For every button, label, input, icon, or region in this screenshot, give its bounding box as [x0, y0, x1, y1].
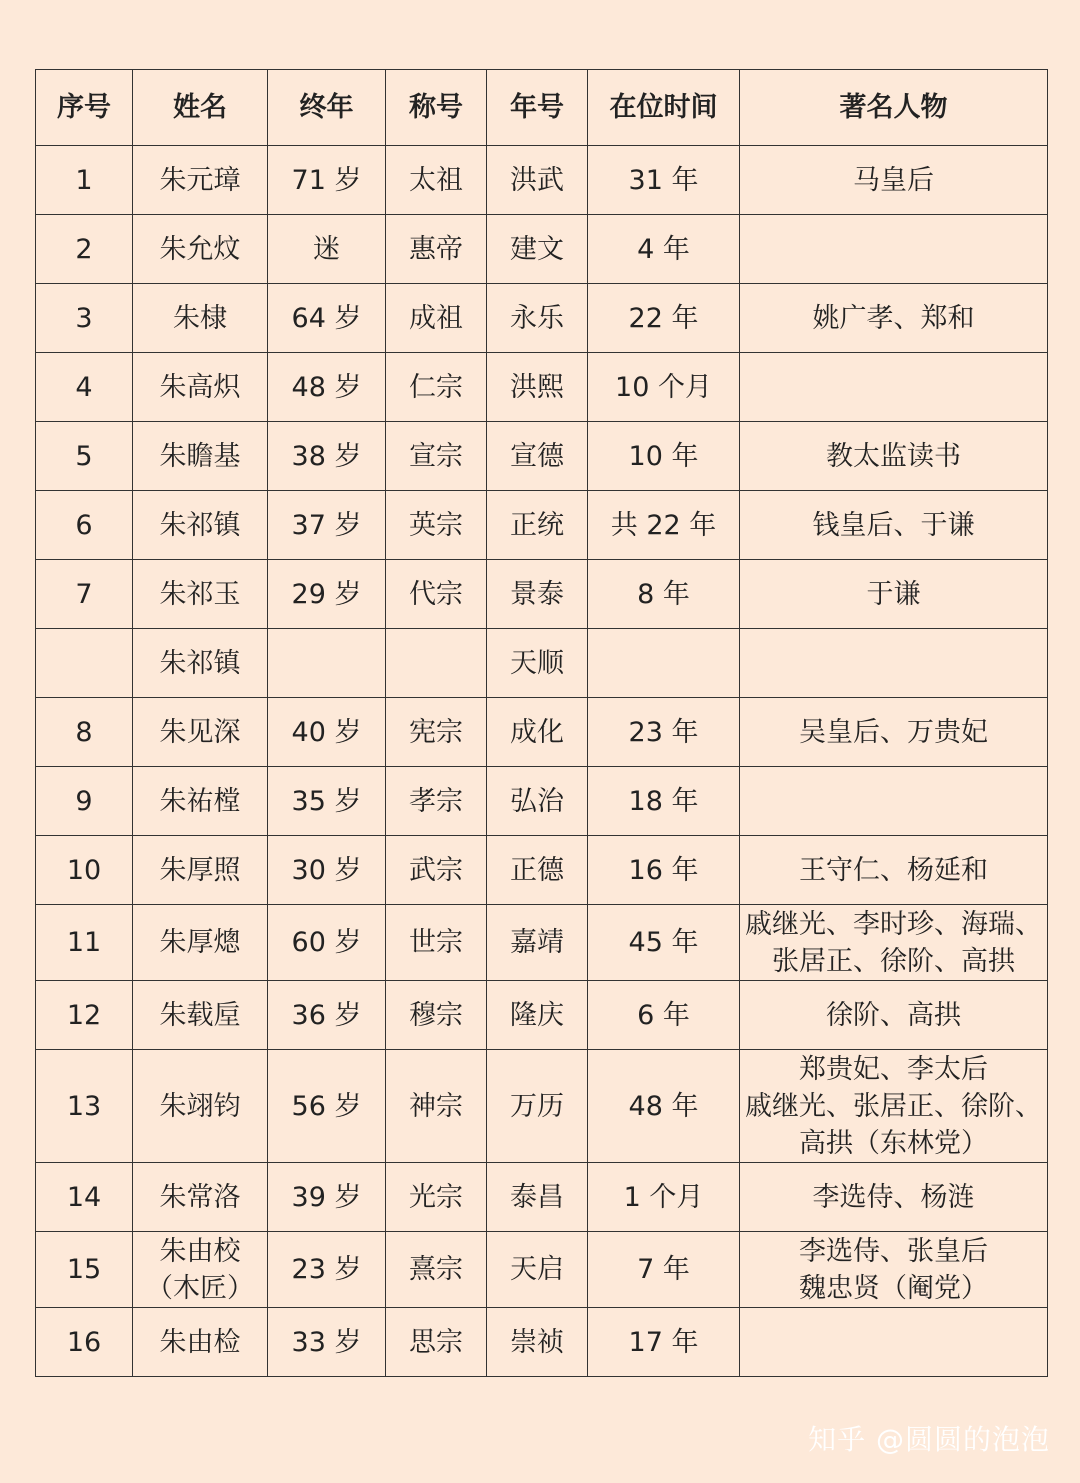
people-cell [740, 767, 1048, 836]
era-cell: 宣德 [487, 422, 588, 491]
title-cell [386, 629, 487, 698]
name-cell [133, 1163, 268, 1232]
watermark: 知乎 @圆圆的泡泡 [808, 1423, 1050, 1456]
title-cell: 熹宗 [386, 1232, 487, 1308]
people-cell [740, 215, 1048, 284]
people-cell [740, 353, 1048, 422]
people-cell [740, 1308, 1048, 1377]
people-cell [740, 284, 1048, 353]
table-row [36, 698, 1048, 767]
people-cell [740, 560, 1048, 629]
people-cell-line: 教太监读书 [826, 440, 961, 472]
people-cell [740, 836, 1048, 905]
title-cell: 惠帝 [386, 215, 487, 284]
table-row [36, 629, 1048, 698]
era-cell: 洪熙 [487, 353, 588, 422]
index-cell: 16 [36, 1308, 133, 1377]
header-age: 终年 [268, 70, 386, 146]
name-cell-line: 朱瞻基 [159, 440, 241, 472]
name-cell [133, 146, 268, 215]
age-cell: 30 岁 [268, 836, 386, 905]
reign-cell: 18 年 [588, 767, 740, 836]
table-row [36, 491, 1048, 560]
age-cell: 23 岁 [268, 1232, 386, 1308]
table-body [36, 146, 1048, 1377]
index-cell: 8 [36, 698, 133, 767]
people-cell-line: 张居正、徐阶、高拱 [772, 945, 1015, 977]
era-cell: 嘉靖 [487, 905, 588, 981]
name-cell [133, 353, 268, 422]
table-row [36, 905, 1048, 981]
reign-cell: 6 年 [588, 981, 740, 1050]
header-name: 姓名 [133, 70, 268, 146]
people-cell-line: 姚广孝、郑和 [812, 302, 975, 334]
name-cell [133, 284, 268, 353]
table-row [36, 1050, 1048, 1163]
era-cell: 泰昌 [487, 1163, 588, 1232]
people-cell-line: 于谦 [866, 578, 921, 610]
index-cell: 3 [36, 284, 133, 353]
index-cell: 10 [36, 836, 133, 905]
title-cell: 光宗 [386, 1163, 487, 1232]
people-cell-line: 李选侍、杨涟 [812, 1181, 975, 1213]
index-cell: 9 [36, 767, 133, 836]
name-cell-line: 朱祁镇 [159, 647, 241, 679]
people-cell-line: 戚继光、张居正、徐阶、 [745, 1090, 1042, 1122]
index-cell: 4 [36, 353, 133, 422]
age-cell: 35 岁 [268, 767, 386, 836]
reign-cell: 48 年 [588, 1050, 740, 1163]
header-era: 年号 [487, 70, 588, 146]
index-cell: 12 [36, 981, 133, 1050]
table-row [36, 1232, 1048, 1308]
era-cell: 洪武 [487, 146, 588, 215]
name-cell-line: 朱棣 [173, 302, 227, 334]
name-cell-line: 朱翊钧 [159, 1090, 241, 1122]
index-cell: 5 [36, 422, 133, 491]
people-cell [740, 146, 1048, 215]
age-cell: 39 岁 [268, 1163, 386, 1232]
people-cell-line: 戚继光、李时珍、海瑞、 [745, 908, 1042, 940]
people-cell-line: 李选侍、张皇后 [799, 1235, 988, 1267]
era-cell: 弘治 [487, 767, 588, 836]
title-cell: 太祖 [386, 146, 487, 215]
age-cell: 71 岁 [268, 146, 386, 215]
era-cell: 建文 [487, 215, 588, 284]
reign-cell: 10 个月 [588, 353, 740, 422]
title-cell: 宪宗 [386, 698, 487, 767]
title-cell: 思宗 [386, 1308, 487, 1377]
title-cell: 成祖 [386, 284, 487, 353]
people-cell [740, 698, 1048, 767]
people-cell [740, 1163, 1048, 1232]
name-cell-line: 朱祁玉 [159, 578, 241, 610]
age-cell: 29 岁 [268, 560, 386, 629]
header-people: 著名人物 [740, 70, 1048, 146]
people-cell [740, 422, 1048, 491]
name-cell [133, 422, 268, 491]
people-cell [740, 1050, 1048, 1163]
people-cell [740, 491, 1048, 560]
table-row [36, 836, 1048, 905]
name-cell-line: 朱元璋 [159, 164, 241, 196]
title-cell: 英宗 [386, 491, 487, 560]
era-cell: 天顺 [487, 629, 588, 698]
people-cell-line: 魏忠贤（阉党） [799, 1272, 988, 1304]
index-cell: 1 [36, 146, 133, 215]
reign-cell: 45 年 [588, 905, 740, 981]
reign-cell: 22 年 [588, 284, 740, 353]
title-cell: 宣宗 [386, 422, 487, 491]
name-cell [133, 905, 268, 981]
reign-cell: 4 年 [588, 215, 740, 284]
title-cell: 世宗 [386, 905, 487, 981]
table-row [36, 215, 1048, 284]
people-cell-line: 徐阶、高拱 [826, 999, 961, 1031]
name-cell [133, 1050, 268, 1163]
name-cell-line: 朱允炆 [159, 233, 241, 265]
reign-cell [588, 629, 740, 698]
people-cell-line: 高拱（东林党） [799, 1127, 988, 1159]
title-cell: 神宗 [386, 1050, 487, 1163]
age-cell [268, 629, 386, 698]
people-cell-line: 王守仁、杨延和 [799, 854, 988, 886]
title-cell: 武宗 [386, 836, 487, 905]
name-cell-line: 朱祐樘 [159, 785, 241, 817]
index-cell: 2 [36, 215, 133, 284]
title-cell: 仁宗 [386, 353, 487, 422]
era-cell: 崇祯 [487, 1308, 588, 1377]
reign-cell: 10 年 [588, 422, 740, 491]
index-cell: 7 [36, 560, 133, 629]
name-cell [133, 629, 268, 698]
name-cell-line: 朱由检 [159, 1326, 241, 1358]
name-cell-line: 朱载垕 [159, 999, 241, 1031]
header-title: 称号 [386, 70, 487, 146]
reign-cell: 共 22 年 [588, 491, 740, 560]
title-cell: 孝宗 [386, 767, 487, 836]
table-row [36, 284, 1048, 353]
people-cell [740, 1232, 1048, 1308]
header-row [36, 70, 1048, 146]
name-cell-line: 朱高炽 [159, 371, 241, 403]
era-cell: 正统 [487, 491, 588, 560]
era-cell: 正德 [487, 836, 588, 905]
age-cell: 64 岁 [268, 284, 386, 353]
people-cell-line: 郑贵妃、李太后 [799, 1053, 988, 1085]
ming-emperors-table [35, 69, 1048, 1377]
name-cell [133, 1308, 268, 1377]
name-cell-line: 朱常洛 [159, 1181, 241, 1213]
index-cell: 11 [36, 905, 133, 981]
name-cell-line: 朱厚照 [159, 854, 241, 886]
era-cell: 天启 [487, 1232, 588, 1308]
reign-cell: 17 年 [588, 1308, 740, 1377]
reign-cell: 16 年 [588, 836, 740, 905]
name-cell-line: 朱由校 [159, 1235, 241, 1267]
era-cell: 景泰 [487, 560, 588, 629]
table-row [36, 146, 1048, 215]
name-cell [133, 560, 268, 629]
people-cell [740, 629, 1048, 698]
index-cell: 15 [36, 1232, 133, 1308]
name-cell [133, 836, 268, 905]
table-row [36, 981, 1048, 1050]
name-cell [133, 491, 268, 560]
index-cell: 14 [36, 1163, 133, 1232]
name-cell-line: 朱祁镇 [159, 509, 241, 541]
title-cell: 代宗 [386, 560, 487, 629]
era-cell: 永乐 [487, 284, 588, 353]
header-reign: 在位时间 [588, 70, 740, 146]
age-cell: 38 岁 [268, 422, 386, 491]
era-cell: 成化 [487, 698, 588, 767]
name-cell [133, 215, 268, 284]
age-cell: 56 岁 [268, 1050, 386, 1163]
name-cell-line: （木匠） [146, 1272, 254, 1304]
table-row [36, 422, 1048, 491]
name-cell [133, 1232, 268, 1308]
name-cell [133, 767, 268, 836]
age-cell: 48 岁 [268, 353, 386, 422]
reign-cell: 1 个月 [588, 1163, 740, 1232]
index-cell: 13 [36, 1050, 133, 1163]
name-cell-line: 朱厚熜 [159, 927, 241, 958]
table-row [36, 767, 1048, 836]
index-cell: 6 [36, 491, 133, 560]
age-cell: 33 岁 [268, 1308, 386, 1377]
age-cell: 60 岁 [268, 905, 386, 981]
reign-cell: 31 年 [588, 146, 740, 215]
age-cell: 迷 [268, 215, 386, 284]
reign-cell: 23 年 [588, 698, 740, 767]
age-cell: 37 岁 [268, 491, 386, 560]
age-cell: 40 岁 [268, 698, 386, 767]
era-cell: 万历 [487, 1050, 588, 1163]
header-index: 序号 [36, 70, 133, 146]
reign-cell: 8 年 [588, 560, 740, 629]
people-cell-line: 钱皇后、于谦 [812, 509, 975, 541]
table-row [36, 353, 1048, 422]
reign-cell: 7 年 [588, 1232, 740, 1308]
table-row [36, 1163, 1048, 1232]
table-row [36, 1308, 1048, 1377]
people-cell [740, 981, 1048, 1050]
people-cell [740, 905, 1048, 981]
people-cell-line: 马皇后 [853, 164, 934, 196]
name-cell [133, 981, 268, 1050]
title-cell: 穆宗 [386, 981, 487, 1050]
age-cell: 36 岁 [268, 981, 386, 1050]
people-cell-line: 吴皇后、万贵妃 [799, 716, 988, 748]
era-cell: 隆庆 [487, 981, 588, 1050]
name-cell-line: 朱见深 [159, 716, 241, 748]
index-cell [36, 629, 133, 698]
table-row [36, 560, 1048, 629]
name-cell [133, 698, 268, 767]
